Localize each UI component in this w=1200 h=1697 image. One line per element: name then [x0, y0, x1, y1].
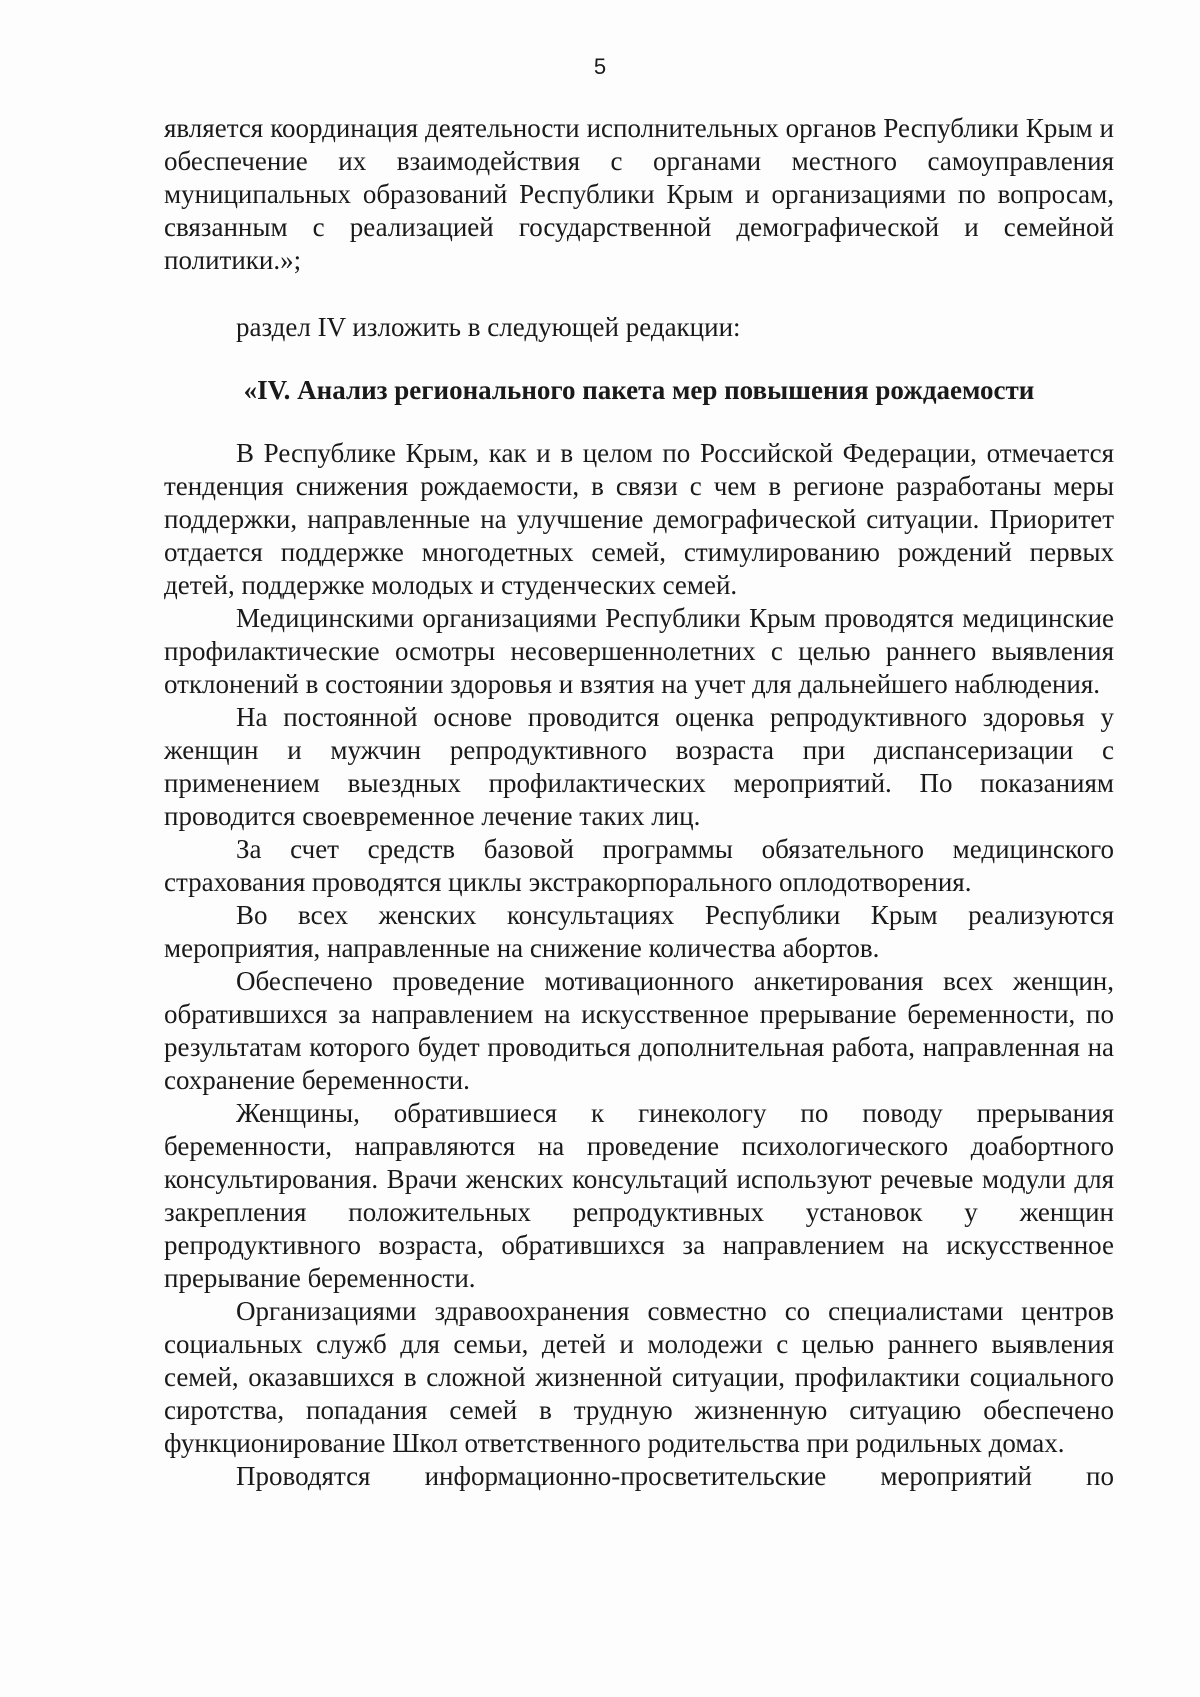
body-paragraph-4: За счет средств базовой программы обязательного медицинского страхования проводятся циклы экстракорпорального оплодотворения.: [164, 834, 1114, 897]
trailing-line: Проводятся информационно-просветительские мероприятий по: [236, 1461, 1114, 1491]
document-body: [164, 112, 1114, 1493]
body-paragraph-5: Во всех женских консультациях Республики Крым реализуются мероприятия, направленные на снижение количества абортов.: [164, 900, 1114, 963]
body-paragraph-2: Медицинскими организациями Республики Крым проводятся медицинские профилактические осмотры несовершеннолетних с целью раннего выявления отклонений в состоянии здоровья и взятия на учет для дальнейшего наблюдения.: [164, 603, 1114, 699]
body-paragraph-7: Женщины, обратившиеся к гинекологу по поводу прерывания беременности, направляются на проведение психологического доабортного консультирования. Врачи женских консультаций используют речевые модули для закрепления положительных репродуктивных установок у женщин репродуктивного возраста, обратившихся за направлением на искусственное прерывание беременности.: [164, 1098, 1114, 1293]
body-paragraph-8: Организациями здравоохранения совместно со специалистами центров социальных служб для семьи, детей и молодежи с целью раннего выявления семей, оказавшихся в сложной жизненной ситуации, профилактики социального сиротства, попадания семей в трудную жизненную ситуацию обеспечено функционирование Школ ответственного родительства при родильных домах.: [164, 1296, 1114, 1458]
spacer: [164, 277, 1114, 311]
page-number: 5: [593, 54, 607, 79]
amendment-instruction: раздел IV изложить в следующей редакции:: [236, 312, 741, 342]
spacer: [164, 344, 1114, 374]
intro-continuation-paragraph: является координация деятельности исполнительных органов Республики Крым и обеспечение их взаимодействия с органами местного самоуправления муниципальных образований Республики Крым и организациями по вопросам, связанным с реализацией государственной демографической и семейной политики.»;: [164, 113, 1114, 275]
body-paragraph-1: В Республике Крым, как и в целом по Российской Федерации, отмечается тенденция снижения рождаемости, в связи с чем в регионе разработаны меры поддержки, направленные на улучшение демографической ситуации. Приоритет отдается поддержке многодетных семей, стимулированию рождений первых детей, поддержке молодых и студенческих семей.: [164, 438, 1114, 600]
spacer: [164, 407, 1114, 437]
body-paragraph-6: Обеспечено проведение мотивационного анкетирования всех женщин, обратившихся за направлением на искусственное прерывание беременности, по результатам которого будет проводиться дополнительная работа, направленная на сохранение беременности.: [164, 966, 1114, 1095]
body-paragraph-3: На постоянной основе проводится оценка репродуктивного здоровья у женщин и мужчин репродуктивного возраста при диспансеризации с применением выездных профилактических мероприятий. По показаниям проводится своевременное лечение таких лиц.: [164, 702, 1114, 831]
section-heading: «IV. Анализ регионального пакета мер повышения рождаемости: [243, 375, 1035, 405]
